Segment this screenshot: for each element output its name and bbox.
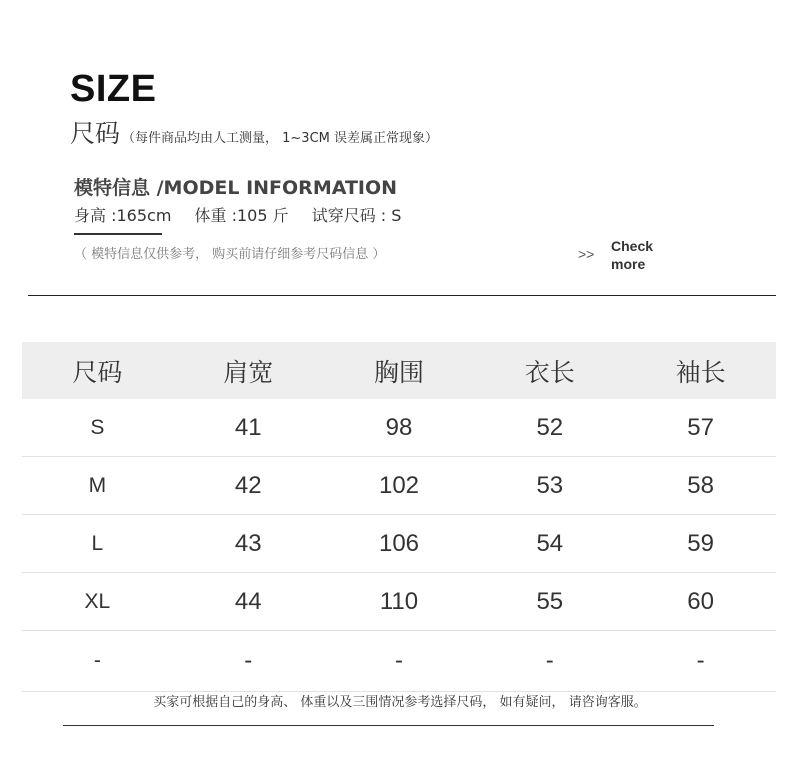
model-info-note: （ 模特信息仅供参考， 购买前请仔细参考尺码信息 ） <box>74 247 386 262</box>
section-divider <box>28 295 776 296</box>
table-row <box>22 399 776 457</box>
table-cell: 59 <box>687 529 714 557</box>
table-cell: 60 <box>687 587 714 615</box>
table-cell: 110 <box>379 587 419 615</box>
size-subtitle <box>70 114 438 150</box>
table-row <box>22 515 776 573</box>
table-header-row <box>22 342 776 399</box>
table-cell: L <box>91 531 104 555</box>
table-cell: XL <box>84 589 111 613</box>
footer-note: 买家可根据自己的身高、 体重以及三围情况参考选择尺码， 如有疑问， 请咨询客服。 <box>153 695 647 710</box>
table-cell: - <box>696 647 705 674</box>
table-cell: 54 <box>536 529 564 557</box>
size-subtitle-main: 尺码 <box>70 119 121 148</box>
table-cell: S <box>90 415 105 439</box>
column-header: 衣长 <box>524 357 575 387</box>
model-underline <box>74 233 162 235</box>
table-cell: - <box>394 647 403 674</box>
table-cell: 41 <box>234 413 262 441</box>
model-stats <box>74 203 419 226</box>
table-cell: 58 <box>687 471 714 499</box>
check-more-link[interactable] <box>611 237 671 273</box>
column-header: 肩宽 <box>223 357 274 387</box>
table-cell: - <box>545 647 554 674</box>
table-row <box>22 573 776 631</box>
table-cell: 102 <box>378 471 420 499</box>
table-row <box>22 457 776 515</box>
table-row <box>22 631 776 692</box>
table-cell: 57 <box>687 413 714 441</box>
column-header: 尺码 <box>72 357 123 387</box>
table-cell: - <box>93 649 101 672</box>
table-cell: 106 <box>378 529 420 557</box>
check-more-line2: more <box>611 256 646 272</box>
size-table <box>22 342 776 692</box>
table-cell: 42 <box>234 471 262 499</box>
chevron-right-icon[interactable]: >> <box>578 246 595 262</box>
model-info-heading: 模特信息 /MODEL INFORMATION <box>74 177 398 199</box>
check-more-line1: Check <box>611 238 654 254</box>
table-cell: 98 <box>385 413 413 441</box>
model-size: 试穿尺码 : S <box>311 206 402 225</box>
table-cell: 52 <box>536 413 564 441</box>
footer-divider <box>63 725 714 726</box>
table-cell: M <box>88 473 107 497</box>
size-title: SIZE <box>70 68 157 110</box>
model-weight: 体重 :105 斤 <box>194 206 289 225</box>
model-height: 身高 :165cm <box>74 206 172 225</box>
table-cell: 55 <box>536 587 564 615</box>
table-cell: 44 <box>234 587 262 615</box>
table-cell: 43 <box>234 529 262 557</box>
table-cell: 53 <box>536 471 564 499</box>
column-header: 胸围 <box>373 357 424 387</box>
column-header: 袖长 <box>675 357 726 387</box>
table-cell: - <box>244 647 253 674</box>
measurement-note: （每件商品均由人工测量， 1~3CM 误差属正常现象） <box>122 131 439 146</box>
